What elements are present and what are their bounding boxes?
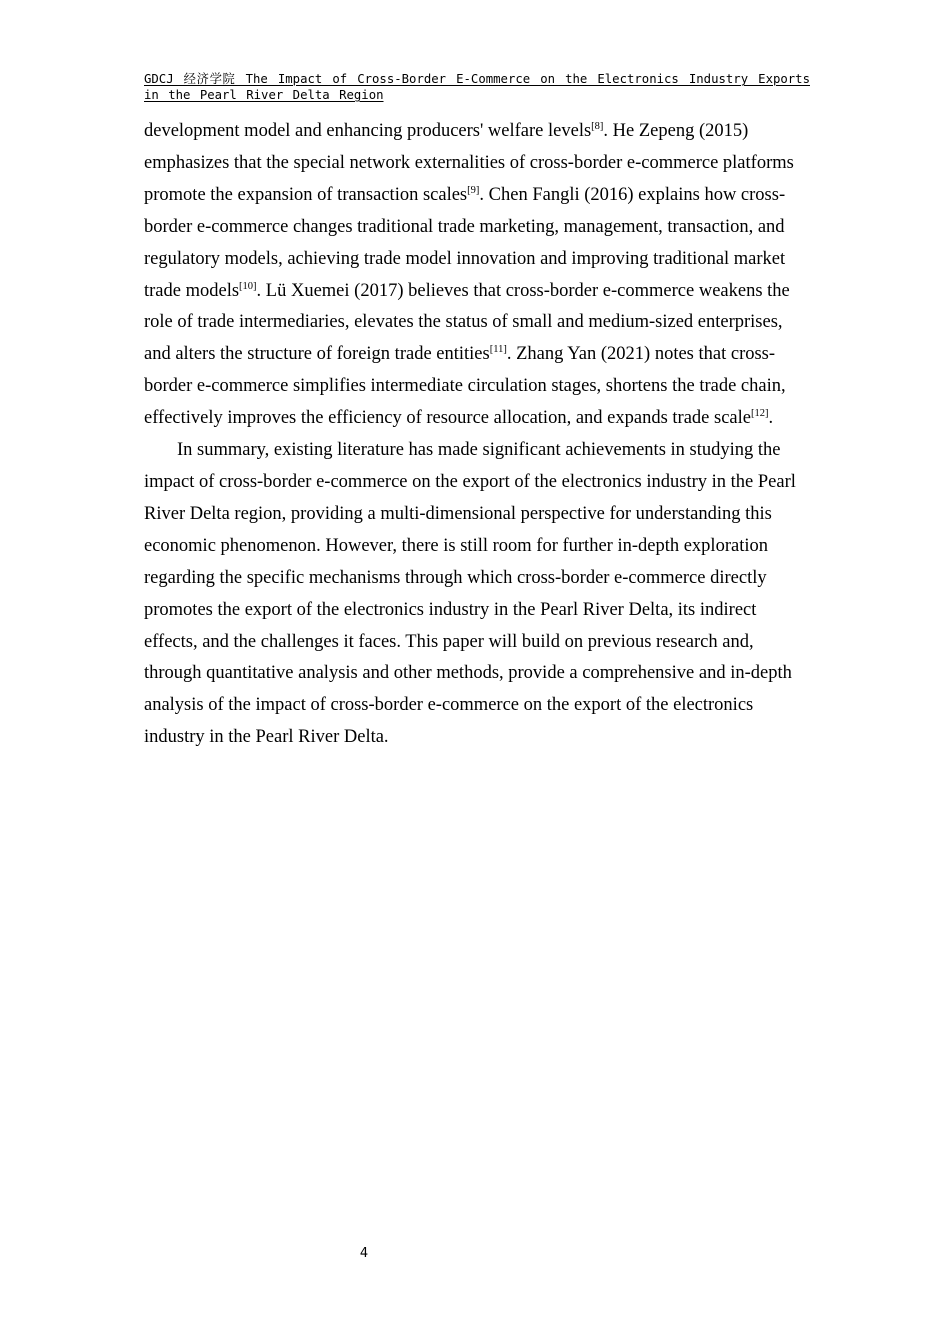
running-header: GDCJ 经济学院 The Impact of Cross-Border E-Commerce on the Electronics Industry Exports in the Pearl River Delta Region [144,72,810,102]
body-text [144,116,810,754]
text-segment: . Chen Fangli (2016) explains how cross-border e-commerce changes traditional trade marketing, management, transaction, and regulatory models, achieving trade model innovation and improving traditional market trade models [144,184,786,301]
text-segment: . Zhang Yan (2021) notes that cross-border e-commerce simplifies intermediate circulation stages, shortens the trade chain, effectively improves the efficiency of resource allocation, and expands trade scale [144,344,786,429]
paragraph-literature-review [144,116,810,435]
text-segment: . [768,408,774,429]
citation-ref: [12] [750,408,769,420]
page-number: 4 [359,1246,369,1261]
paragraph-summary: In summary, existing literature has made significant achievements in studying the impact of cross-border e-commerce on the export of the electronics industry in the Pearl River Delta region, providing a multi-dimensional perspective for understanding this economic phenomenon. However, there is still room for further in-depth exploration regarding the specific mechanisms through which cross-border e-commerce directly promotes the export of the electronics industry in the Pearl River Delta, its indirect effects, and the challenges it faces. This paper will build on previous research and, through quantitative analysis and other methods, provide a comprehensive and in-depth analysis of the impact of cross-border e-commerce on the export of the electronics industry in the Pearl River Delta. [144,440,796,748]
citation-ref: [9] [467,184,480,196]
citation-ref: [11] [489,344,507,356]
text-segment: . Lü Xuemei (2017) believes that cross-border e-commerce weakens the role of trade intermediaries, elevates the status of small and medium-sized enterprises, and alters the structure of foreign trade entities [144,280,790,365]
citation-ref: [8] [591,121,604,132]
text-segment: development model and enhancing producers' welfare levels [144,121,592,141]
citation-ref: [10] [239,280,257,292]
text-segment: . He Zepeng (2015) emphasizes that the special network externalities of cross-border e-commerce platforms promote the expansion of transaction scales [144,121,794,205]
